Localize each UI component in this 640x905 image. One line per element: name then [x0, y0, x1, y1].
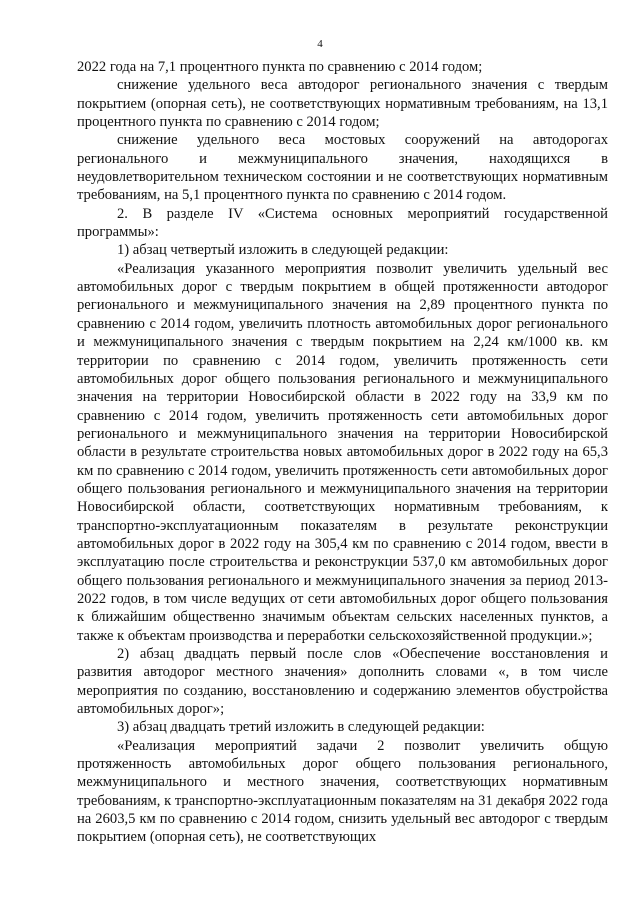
document-body	[77, 58, 608, 847]
paragraph-quote-implementation: «Реализация указанного мероприятия позволит увеличить удельный вес автомобильных дорог с твердым покрытием в общей протяженности автодорог регионального и межмуниципального значения на 2,89 процентного пункта по сравнению с 2014 годом, увеличить плотность автомобильных дорог регионального и межмуниципального значения с твердым покрытием на 2,24 км/1000 кв. км территории по сравнению с 2014 годом, увеличить протяженность сети автомобильных дорог общего пользования регионального и межмуниципального значения на территории Новосибирской области в 2022 году на 33,9 км по сравнению с 2014 годом, увеличить протяженность сети автомобильных дорог регионального и межмуниципального значения на территории Новосибирской области в результате строительства новых автомобильных дорог в 2022 году на 65,3 км по сравнению с 2014 годом, увеличить протяженность сети автомобильных дорог общего пользования регионального и межмуниципального значения на территории Новосибирской области, соответствующих нормативным требованиям, к транспортно-эксплуатационным показателям в результате реконструкции автомобильных дорог в 2022 году на 305,4 км по сравнению с 2014 годом, ввести в эксплуатацию после строительства и реконструкции 537,0 км автомобильных дорог общего пользования регионального и межмуниципального значения за период 2013-2022 годов, в том числе ведущих от сети автомобильных дорог общего пользования к ближайшим общественно значимым объектам сельских населенных пунктов, а также к объектам производства и переработки сельскохозяйственной продукции.»;	[77, 260, 608, 644]
paragraph-item-3: 3) абзац двадцать третий изложить в следующей редакции:	[117, 719, 485, 736]
paragraph-continuation: 2022 года на 7,1 процентного пункта по сравнению с 2014 годом;	[77, 59, 483, 75]
paragraph-section-iv: 2. В разделе IV «Система основных мероприятий государственной программы»:	[77, 205, 608, 241]
paragraph-bridges-weight: снижение удельного веса мостовых сооружений на автодорогах регионального и межмуниципального значения, находящихся в неудовлетворительном техническом состоянии и не соответствующих нормативным требованиям, на 5,1 процентного пункта по сравнению с 2014 годом.	[77, 132, 608, 204]
paragraph-quote-task-2: «Реализация мероприятий задачи 2 позволит увеличить общую протяженность автомобильных дорог общего пользования регионального, межмуниципального и местного значения, соответствующих нормативным требованиям, к транспортно-эксплуатационным показателям на 31 декабря 2022 года на 2603,5 км по сравнению с 2014 годом, снизить удельный вес автодорог с твердым покрытием (опорная сеть), не соответствующих	[77, 737, 608, 846]
paragraph-roads-weight: снижение удельного веса автодорог регионального значения с твердым покрытием (опорная сеть), не соответствующих нормативным требованиям, на 13,1 процентного пункта по сравнению с 2014 годом;	[77, 77, 608, 131]
paragraph-item-2: 2) абзац двадцать первый после слов «Обеспечение восстановления и развития автодорог местного значения» дополнить словами «, в том числе мероприятия по созданию, восстановлению и содержанию элементов обустройства автомобильных дорог»;	[77, 646, 608, 718]
page-number: 4	[317, 38, 323, 50]
paragraph-item-1: 1) абзац четвертый изложить в следующей редакции:	[117, 242, 449, 259]
